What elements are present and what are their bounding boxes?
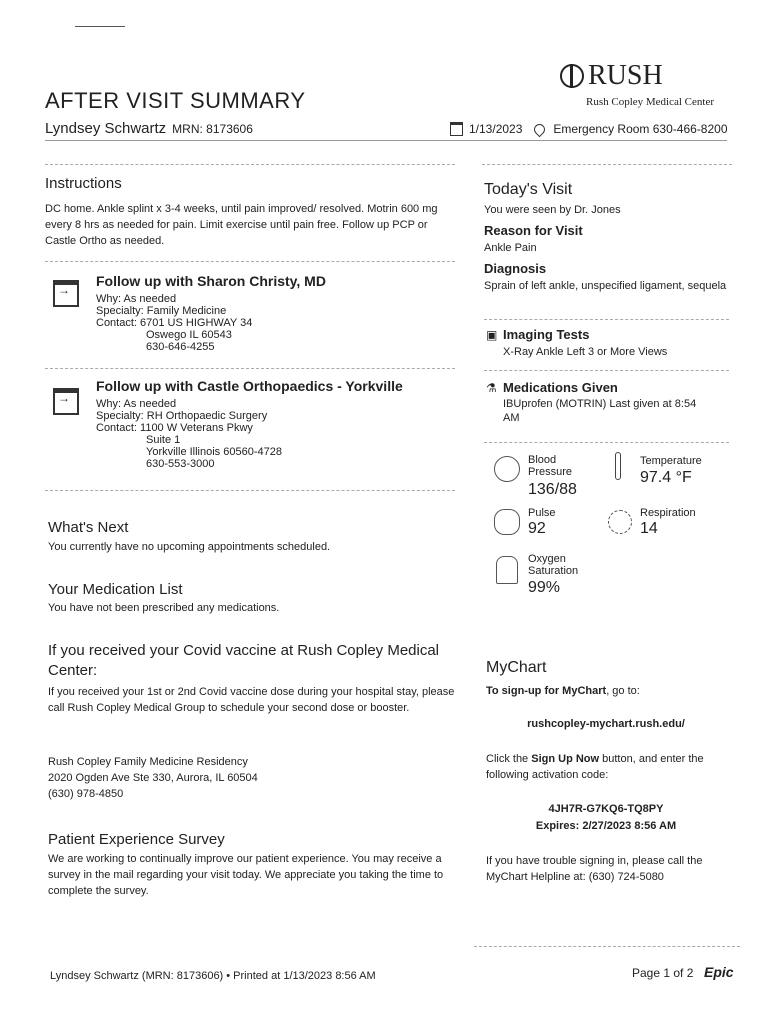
todays-visit-heading: Today's Visit xyxy=(484,181,573,198)
bp-label xyxy=(528,454,572,478)
epic-logo: Epic xyxy=(704,964,734,980)
mychart-signup xyxy=(486,683,640,699)
respiration-value: 14 xyxy=(640,520,658,537)
pulse-label: Pulse xyxy=(528,507,556,519)
follow-up-title: Follow up with Castle Orthopaedics - Yorkville xyxy=(96,378,403,394)
bp-label-line: Blood xyxy=(528,454,557,466)
seen-by: You were seen by Dr. Jones xyxy=(484,204,621,216)
mychart-help: If you have trouble signing in, please call the MyChart Helpline at: (630) 724-5080 xyxy=(486,855,703,883)
temperature-value: 97.4 °F xyxy=(640,469,692,486)
instructions-text: DC home. Ankle splint x 3-4 weeks, until pain improved/ resolved. Motrin 600 mg every 8 hrs as needed for pain. Limit exercise until pain free. Follow up PCP or Castle Ortho as needed. xyxy=(45,203,438,247)
divider xyxy=(45,368,455,369)
follow-up-specialty: Specialty: Family Medicine xyxy=(96,305,227,317)
visit-info xyxy=(450,122,728,136)
mychart-signup-now: Sign Up Now xyxy=(531,753,600,765)
page-number: Page 1 of 2 xyxy=(632,966,694,980)
pill-icon: ⚗ xyxy=(486,381,497,395)
medication-list-text: You have not been prescribed any medications. xyxy=(48,602,280,614)
temperature-label: Temperature xyxy=(640,455,702,467)
covid-heading: If you received your Covid vaccine at Rush Copley Medical Center: xyxy=(48,642,440,679)
whats-next-text: You currently have no upcoming appointments scheduled. xyxy=(48,541,331,553)
rush-logo-icon xyxy=(560,64,584,88)
thermometer-icon xyxy=(615,452,621,480)
patient-mrn: MRN: 8173606 xyxy=(172,122,253,136)
diagnosis-heading: Diagnosis xyxy=(484,261,547,276)
respiration-label: Respiration xyxy=(640,507,696,519)
clinic-name: Rush Copley Family Medicine Residency xyxy=(48,756,248,768)
mychart-heading: MyChart xyxy=(486,659,547,676)
follow-up-specialty: Specialty: RH Orthopaedic Surgery xyxy=(96,410,268,422)
clinic-phone: (630) 978-4850 xyxy=(48,788,124,800)
oxygen-label xyxy=(528,553,578,577)
divider xyxy=(484,370,729,371)
divider xyxy=(482,164,732,165)
imaging-icon: ▣ xyxy=(486,328,498,342)
mychart-instructions xyxy=(486,751,726,783)
diagnosis-text: Sprain of left ankle, unspecified ligament, sequela xyxy=(484,280,727,292)
whats-next-heading: What's Next xyxy=(48,519,129,536)
mychart-url[interactable]: rushcopley-mychart.rush.edu/ xyxy=(527,718,685,730)
instructions-heading: Instructions xyxy=(45,175,122,192)
visit-date: 1/13/2023 xyxy=(469,122,523,136)
divider xyxy=(45,164,455,165)
divider xyxy=(474,946,740,947)
follow-up-phone: 630-553-3000 xyxy=(146,458,215,470)
logo-subtitle: Rush Copley Medical Center xyxy=(586,96,715,108)
mychart-signup-bold: To sign-up for MyChart xyxy=(486,685,607,697)
follow-up-calendar-icon xyxy=(53,388,79,415)
calendar-icon xyxy=(450,122,463,136)
survey-heading: Patient Experience Survey xyxy=(48,831,225,848)
oxygen-label-line: Saturation xyxy=(528,565,579,577)
heart-icon xyxy=(494,509,520,535)
pulse-value: 92 xyxy=(528,520,546,537)
blood-pressure-icon xyxy=(494,456,520,482)
scan-mark xyxy=(75,26,125,27)
page-title: AFTER VISIT SUMMARY xyxy=(45,88,306,113)
oxygen-label-line: Oxygen xyxy=(528,553,566,565)
follow-up-why: Why: As needed xyxy=(96,293,177,305)
follow-up-title: Follow up with Sharon Christy, MD xyxy=(96,273,326,289)
location-pin-icon xyxy=(532,121,548,137)
follow-up-why: Why: As needed xyxy=(96,398,177,410)
follow-up-phone: 630-646-4255 xyxy=(146,341,215,353)
follow-up-address-line: Yorkville Illinois 60560-4728 xyxy=(146,446,282,458)
divider xyxy=(484,442,729,443)
imaging-heading: Imaging Tests xyxy=(503,327,590,342)
reason-text: Ankle Pain xyxy=(484,242,537,254)
divider xyxy=(45,261,455,262)
follow-up-calendar-icon xyxy=(53,280,79,307)
follow-up-details xyxy=(96,293,252,353)
divider xyxy=(45,490,455,491)
oxygen-value: 99% xyxy=(528,579,561,596)
covid-text: If you received your 1st or 2nd Covid vaccine dose during your hospital stay, please call Rush Copley Medical Group to schedule your second dose or booster. xyxy=(48,686,455,714)
logo-text: RUSH xyxy=(588,60,663,91)
follow-up-details xyxy=(96,398,282,470)
follow-up-contact: Contact: 1100 W Veterans Pkwy xyxy=(96,422,253,434)
covid-address xyxy=(48,754,258,802)
follow-up-contact: Contact: 6701 US HIGHWAY 34 xyxy=(96,317,253,329)
reason-heading: Reason for Visit xyxy=(484,223,583,238)
imaging-text: X-Ray Ankle Left 3 or More Views xyxy=(503,346,668,358)
patient-name: Lyndsey Schwartz xyxy=(45,120,167,137)
medications-given-text: IBUprofen (MOTRIN) Last given at 8:54 AM xyxy=(503,398,697,424)
mychart-signup-rest: , go to: xyxy=(606,685,640,697)
mychart-click-text: button, and enter the following activation code: xyxy=(486,753,704,781)
survey-text: We are working to continually improve our patient experience. You may receive a survey in the mail regarding your visit today. We appreciate you taking the time to complete the survey. xyxy=(48,853,444,897)
mychart-click-text: Click the xyxy=(486,753,532,765)
follow-up-address-line: Suite 1 xyxy=(146,434,181,446)
lungs-icon xyxy=(608,510,632,534)
rush-logo xyxy=(560,60,663,92)
footer-print-info: Lyndsey Schwartz (MRN: 8173606) • Printed at 1/13/2023 8:56 AM xyxy=(50,970,376,982)
oxygen-icon xyxy=(496,556,518,584)
bp-value: 136/88 xyxy=(528,481,577,498)
medications-given-heading: Medications Given xyxy=(503,380,618,395)
activation-code: 4JH7R-G7KQ6-TQ8PY xyxy=(548,803,664,815)
bp-label-line: Pressure xyxy=(528,466,573,478)
clinic-address: 2020 Ogden Ave Ste 330, Aurora, IL 60504 xyxy=(48,772,258,784)
activation-expires: Expires: 2/27/2023 8:56 AM xyxy=(535,820,677,832)
visit-location: Emergency Room 630-466-8200 xyxy=(553,122,728,136)
medication-list-heading: Your Medication List xyxy=(48,581,183,598)
follow-up-address-line: Oswego IL 60543 xyxy=(146,329,232,341)
divider xyxy=(484,319,729,320)
patient-info xyxy=(45,120,253,137)
header-divider xyxy=(45,140,727,141)
